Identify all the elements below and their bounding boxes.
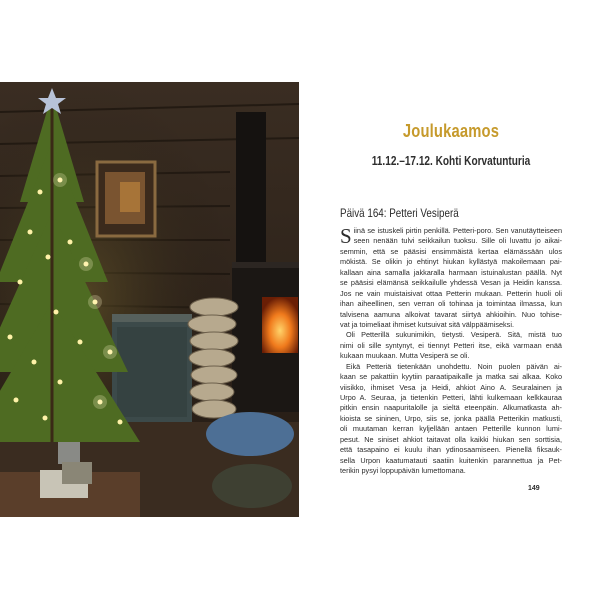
body-line: pesut. Ne siniset ahkiot taitavat olla kaikki hiukan sen sorttisia, xyxy=(340,434,562,444)
body-line: terikin pysyi loppupäivän lumettomana. xyxy=(340,466,466,476)
body-line: mökistä. Se olikin jo ehtinyt hiukan kyllästyä makoilemaan pai- xyxy=(340,257,562,267)
body-text xyxy=(340,226,562,477)
section-heading: Päivä 164: Petteri Vesiperä xyxy=(340,206,459,220)
body-line: Oli Petterillä sukunimikin, tietysti. Vesiperä. Sitä, mistä tuo xyxy=(346,330,562,340)
body-line: Urpo A. Seuraa, ja tietenkin Petteri, lähti kulkemaan kelkkauraa xyxy=(340,393,562,402)
body-line: semmin, että se pääsisi ensimmäistä kertaa elämässään ulos xyxy=(340,246,562,256)
chapter-title: Joulukaamos xyxy=(402,121,500,141)
text-page xyxy=(340,0,562,600)
drop-cap: S xyxy=(340,224,352,248)
cabin-christmas-photo xyxy=(0,82,299,517)
body-line: kioista se sininen, Urpo, siis se, jonka päällä Petterikin matkusti, xyxy=(340,413,562,423)
body-line: kallaan aina samalla jakkaralla harmaan istuinalustan päällä. Nyt xyxy=(340,267,562,277)
photo-illustration xyxy=(0,82,299,517)
body-line: seen nenään tulvi seikkailun tuoksu. Sille oli luvattu jo aikai- xyxy=(353,236,562,246)
body-line: Eikä Petteriä tietenkään unohdettu. Noin puolen päivän ai- xyxy=(346,361,562,371)
body-line: iinä se istuskeli pirtin penkillä. Petteri-poro. Sen vanutäytteiseen xyxy=(353,226,562,235)
body-line: sella Urpon kaatumatauti saatiin kuitenkin parannettua ja Pet- xyxy=(340,455,562,465)
body-line: Jos ne vain muistaisivat ottaa Petterin mukaan. Petterin huoli oli xyxy=(340,288,562,298)
body-line: oli muutaman kerran kyljellään antaen Petterille kunnon lumi- xyxy=(340,424,562,434)
body-line: pitkin ensin naapuritalolle ja sieltä eteenpäin. Alkumatkasta ah- xyxy=(340,403,562,413)
body-line: että tasapaino ei kuulu ihan ydinosaamiseen. Pienellä fiksauk- xyxy=(340,445,562,455)
chapter-subtitle: 11.12.–17.12. Kohti Korvatunturia xyxy=(371,154,531,168)
body-line: vat ja toimeliaat ihmiset kutsuivat sitä välppäämiseksi. xyxy=(340,319,514,329)
body-line: kaan se pakattiin kyytiin paraatipaikalle ja matka sai alkaa. Koko xyxy=(340,372,562,382)
body-line: se pääsisi elämänsä seikkailulle yhdessä Vesan ja Heidin kanssa. xyxy=(340,278,562,288)
body-line: kukaan muukaan. Mutta Vesiperä se oli. xyxy=(340,351,470,361)
body-line: ihan aiheellinen, sen verran oli tohinaa ja toimintaa ilmassa, kun xyxy=(340,299,562,309)
body-line: talvisena aamuna alkoivat tavarat siirtyä ahkioihin. Nuo tohise- xyxy=(340,309,562,319)
page-number: 149 xyxy=(528,485,540,492)
body-line: nimi oli sille syntynyt, ei tiennyt Petteri itse, eikä varmaan enää xyxy=(340,340,562,350)
body-line: viisikko, ihmiset Vesa ja Heidi, ahkiot Aino A. Seuralainen ja xyxy=(340,382,562,392)
